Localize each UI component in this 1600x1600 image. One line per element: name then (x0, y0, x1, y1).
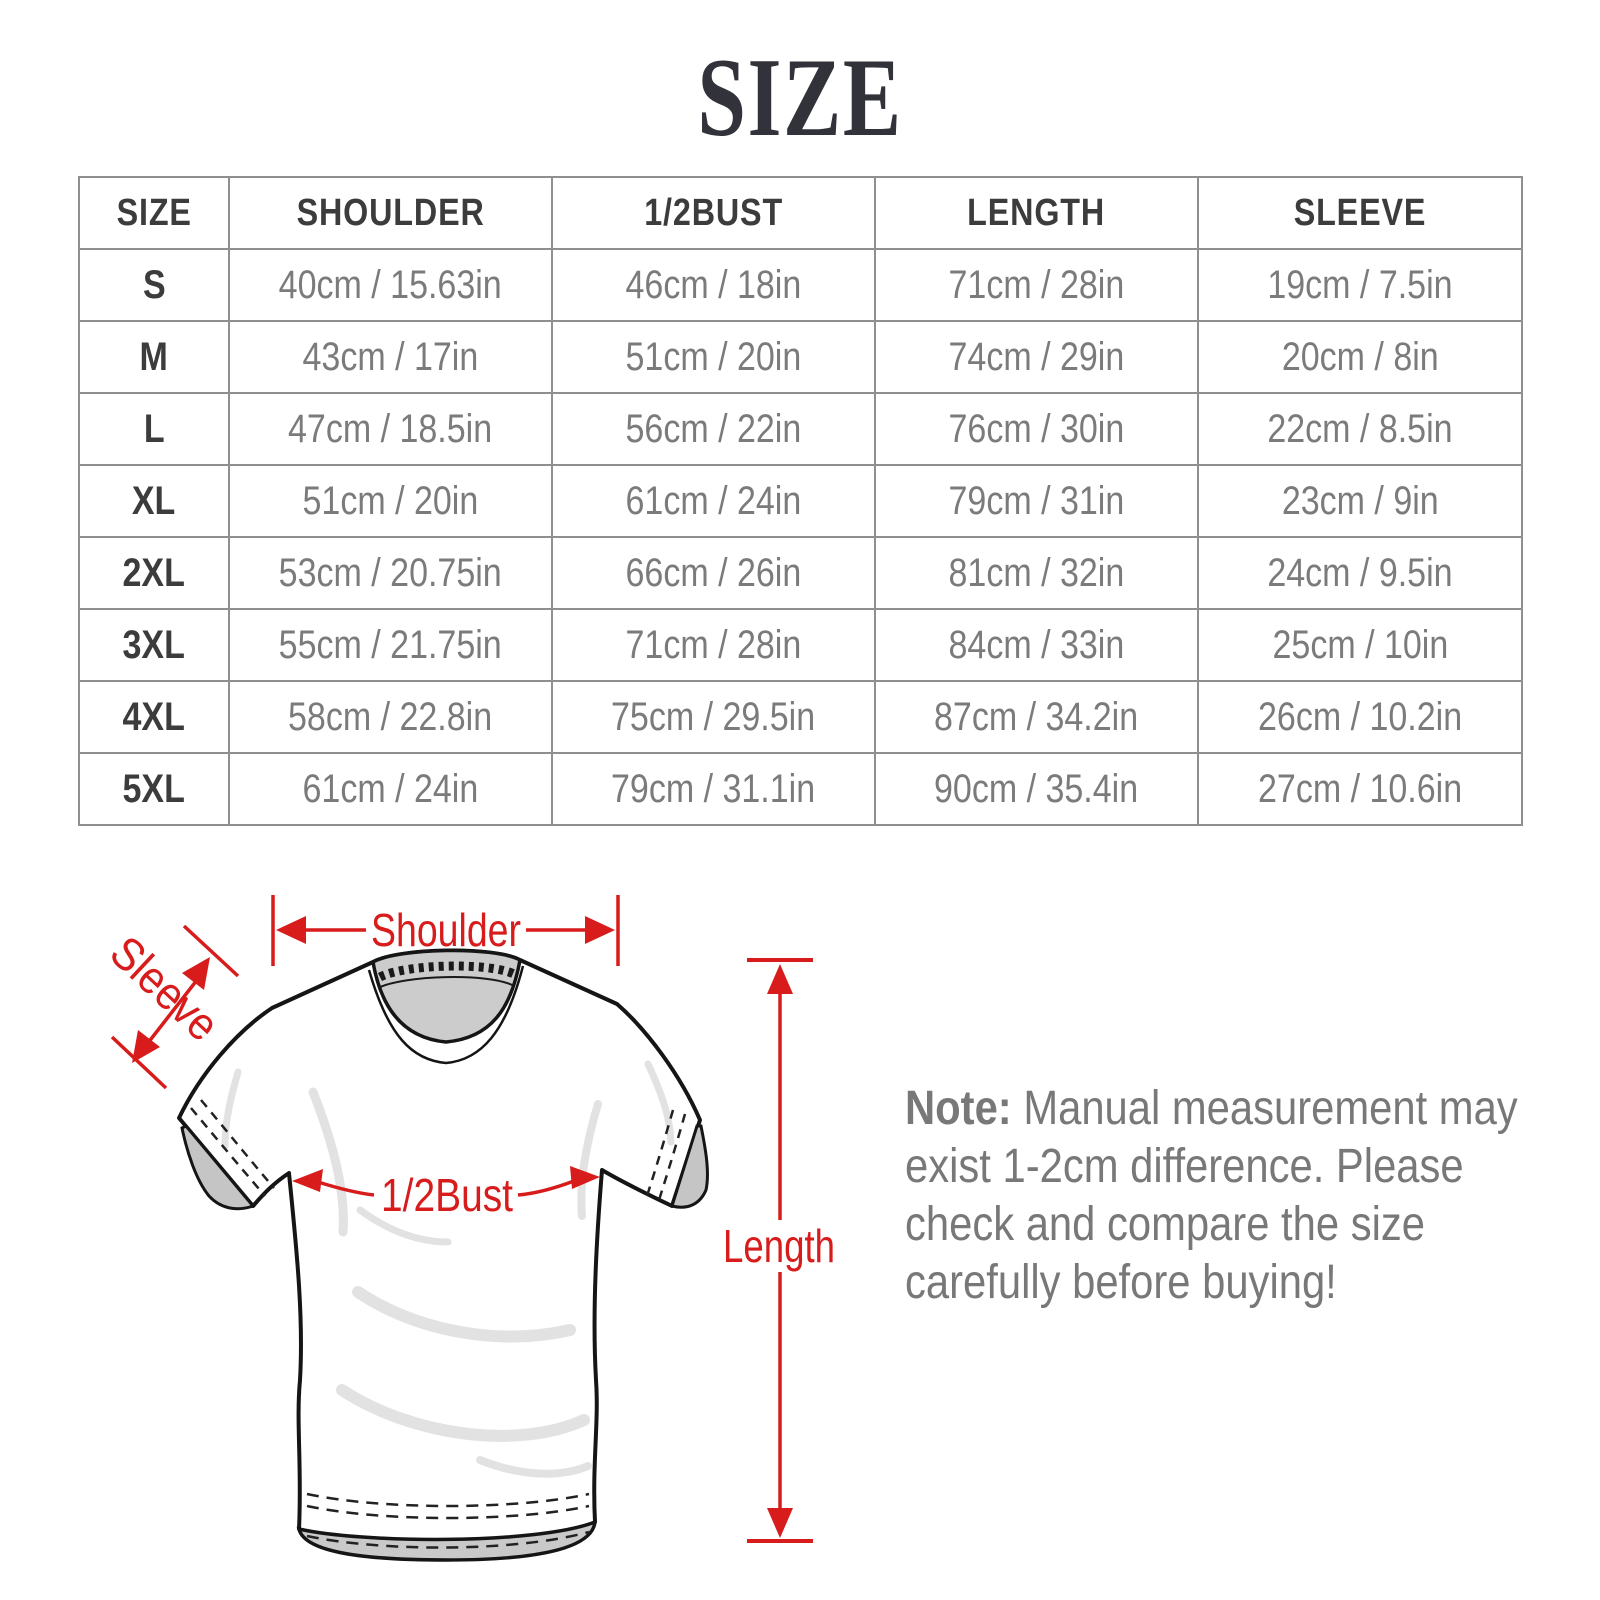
size-row-2XL (79, 537, 1522, 609)
size-cell: S (79, 249, 229, 321)
size-row-M (79, 321, 1522, 393)
size-cell: L (79, 393, 229, 465)
measurement-cell: 56cm / 22in (552, 393, 875, 465)
bust-label: 1/2Bust (381, 1169, 514, 1221)
length-measure (723, 960, 835, 1541)
measurement-cell: 58cm / 22.8in (229, 681, 552, 753)
measurement-cell: 40cm / 15.63in (229, 249, 552, 321)
size-cell: M (79, 321, 229, 393)
size-cell: 3XL (79, 609, 229, 681)
measurement-cell: 53cm / 20.75in (229, 537, 552, 609)
column-header-sleeve: SLEEVE (1198, 177, 1522, 249)
tshirt-measurement-diagram (60, 860, 860, 1600)
measurement-cell: 51cm / 20in (552, 321, 875, 393)
measurement-cell: 19cm / 7.5in (1198, 249, 1522, 321)
measurement-cell: 71cm / 28in (552, 609, 875, 681)
arrowhead-down-icon (767, 1508, 793, 1538)
column-header-shoulder: SHOULDER (229, 177, 552, 249)
size-cell: 4XL (79, 681, 229, 753)
note-line-1-text: Manual measurement may (1011, 1082, 1518, 1135)
size-cell: 2XL (79, 537, 229, 609)
size-cell: 5XL (79, 753, 229, 825)
measurement-cell: 61cm / 24in (229, 753, 552, 825)
note-text (905, 1080, 1600, 1312)
measurement-cell: 26cm / 10.2in (1198, 681, 1522, 753)
size-cell: XL (79, 465, 229, 537)
measurement-cell: 27cm / 10.6in (1198, 753, 1522, 825)
measurement-cell: 23cm / 9in (1198, 465, 1522, 537)
size-row-5XL (79, 753, 1522, 825)
size-row-S (79, 249, 1522, 321)
measurement-cell: 71cm / 28in (875, 249, 1198, 321)
size-row-3XL (79, 609, 1522, 681)
measurement-cell: 47cm / 18.5in (229, 393, 552, 465)
arrowhead-left-icon (276, 916, 306, 944)
note-line-2: exist 1-2cm difference. Please (905, 1140, 1464, 1193)
measurement-cell: 51cm / 20in (229, 465, 552, 537)
measurement-cell: 90cm / 35.4in (875, 753, 1198, 825)
size-row-L (79, 393, 1522, 465)
measurement-cell: 79cm / 31in (875, 465, 1198, 537)
shoulder-label: Shoulder (371, 904, 521, 956)
measurement-cell: 74cm / 29in (875, 321, 1198, 393)
shoulder-measure (273, 895, 618, 966)
measurement-cell: 25cm / 10in (1198, 609, 1522, 681)
measurement-cell: 79cm / 31.1in (552, 753, 875, 825)
measurement-cell: 43cm / 17in (229, 321, 552, 393)
tshirt-drawing (179, 950, 707, 1560)
note-line-1 (905, 1080, 1518, 1138)
table-header-row (79, 177, 1522, 249)
note-line-4: carefully before buying! (905, 1256, 1337, 1309)
measurement-cell: 55cm / 21.75in (229, 609, 552, 681)
measurement-cell: 61cm / 24in (552, 465, 875, 537)
arrowhead-right-icon (585, 916, 615, 944)
page-title: SIZE (697, 36, 903, 160)
note-label: Note: (905, 1082, 1012, 1135)
measurement-cell: 46cm / 18in (552, 249, 875, 321)
length-label: Length (723, 1220, 835, 1272)
note-line-3: check and compare the size (905, 1198, 1425, 1251)
measurement-cell: 22cm / 8.5in (1198, 393, 1522, 465)
measurement-cell: 66cm / 26in (552, 537, 875, 609)
column-header-length: LENGTH (875, 177, 1198, 249)
measurement-cell: 20cm / 8in (1198, 321, 1522, 393)
column-header-size: SIZE (79, 177, 229, 249)
measurement-cell: 84cm / 33in (875, 609, 1198, 681)
column-header-bust: 1/2BUST (552, 177, 875, 249)
size-row-XL (79, 465, 1522, 537)
size-table (78, 176, 1523, 826)
measurement-cell: 75cm / 29.5in (552, 681, 875, 753)
arrowhead-up-icon (767, 964, 793, 994)
sleeve-label: Sleeve (100, 925, 239, 1060)
size-row-4XL (79, 681, 1522, 753)
measurement-cell: 81cm / 32in (875, 537, 1198, 609)
measurement-cell: 76cm / 30in (875, 393, 1198, 465)
measurement-cell: 87cm / 34.2in (875, 681, 1198, 753)
measurement-cell: 24cm / 9.5in (1198, 537, 1522, 609)
